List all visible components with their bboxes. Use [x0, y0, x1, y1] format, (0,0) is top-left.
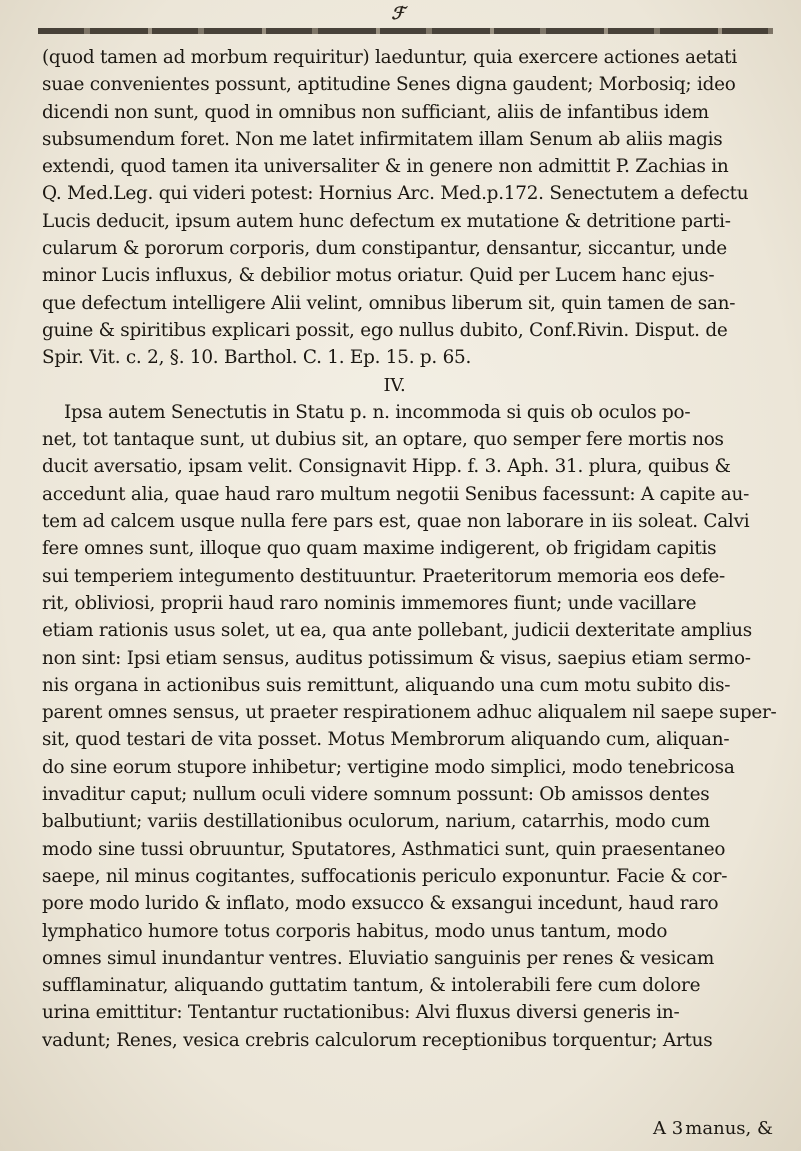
text-line: net, tot tantaque sunt, ut dubius sit, an optare, quo semper fere mortis nos — [42, 429, 724, 451]
text-line: parent omnes sensus, ut praeter respirationem adhuc aliqualem nil saepe super- — [42, 702, 777, 724]
text-line: Spir. Vit. c. 2, §. 10. Barthol. C. 1. Ep. 15. p. 65. — [42, 347, 472, 369]
text-line: fere omnes sunt, illoque quo quam maxime indigerent, ob frigidam capitis — [42, 538, 717, 560]
text-line: sui temperiem integumento destituuntur. Praeteritorum memoria eos defe- — [42, 565, 726, 587]
text-line: ducit aversatio, ipsam velit. Consignavit Hipp. f. 3. Aph. 31. plura, quibus & — [42, 456, 731, 478]
text-line: balbutiunt; variis destillationibus oculorum, narium, catarrhis, modo cum — [42, 811, 710, 833]
text-line: Lucis deducit, ipsum autem hunc defectum ex mutatione & detritione parti- — [42, 210, 731, 232]
text-line: subsumendum foret. Non me latet infirmitatem illam Senum ab aliis magis — [42, 128, 723, 150]
text-line: saepe, nil minus cogitantes, suffocationis periculo exponuntur. Facie & cor- — [42, 865, 728, 887]
text-line: dicendi non sunt, quod in omnibus non sufficiant, aliis de infantibus idem — [42, 101, 709, 123]
signature-mark: ℱ — [391, 4, 405, 24]
text-line: Q. Med.Leg. qui videri potest: Hornius Arc. Med.p.172. Senectutem a defectu — [42, 183, 749, 205]
text-line: que defectum intelligere Alii velint, omnibus liberum sit, quin tamen de san- — [42, 292, 736, 314]
text-line: omnes simul inundantur ventres. Eluviatio sanguinis per renes & vesicam — [42, 947, 715, 969]
header-rule — [38, 28, 773, 34]
text-line: extendi, quod tamen ita universaliter & in genere non admittit P. Zachias in — [42, 156, 729, 178]
section-number: IV. — [383, 374, 406, 396]
text-line: tem ad calcem usque nulla fere pars est, quae non laborare in iis soleat. Calvi — [42, 511, 750, 533]
text-line: sufflaminatur, aliquando guttatim tantum, & intolerabili fere cum dolore — [42, 975, 701, 997]
text-line: do sine eorum stupore inhibetur; vertigine modo simplici, modo tenebricosa — [42, 756, 735, 778]
text-line: modo sine tussi obruuntur, Sputatores, Asthmatici sunt, quin praesentaneo — [42, 838, 726, 860]
text-line: suae convenientes possunt, aptitudine Senes digna gaudent; Morbosiq; ideo — [42, 74, 736, 96]
text-line: rit, obliviosi, proprii haud raro nominis immemores fiunt; unde vacillare — [42, 592, 697, 614]
text-line: accedunt alia, quae haud raro multum negotii Senibus facessunt: A capite au- — [42, 483, 750, 505]
text-line: pore modo lurido & inflato, modo exsucco & exsangui incedunt, haud raro — [42, 893, 719, 915]
text-line: urina emittitur: Tentantur ructationibus: Alvi fluxus diversi generis in- — [42, 1002, 680, 1024]
text-line: guine & spiritibus explicari possit, ego nullus dubito, Conf.Rivin. Disput. de — [42, 319, 728, 341]
signature-catch: A 3 — [653, 1118, 684, 1139]
text-line: (quod tamen ad morbum requiritur) laeduntur, quia exercere actiones aetati — [42, 47, 737, 68]
text-line: non sint: Ipsi etiam sensus, auditus potissimum & visus, saepius etiam sermo- — [42, 647, 751, 669]
text-line: sit, quod testari de vita posset. Motus Membrorum aliquando cum, aliquan- — [42, 729, 730, 751]
text-line: invaditur caput; nullum oculi videre somnum possunt: Ob amissos dentes — [42, 784, 710, 806]
text-line: minor Lucis influxus, & debilior motus oriatur. Quid per Lucem hanc ejus- — [42, 265, 715, 287]
text-line: etiam rationis usus solet, ut ea, qua ante pollebant, judicii dexteritate amplius — [42, 620, 752, 642]
text-line: Ipsa autem Senectutis in Statu p. n. incommoda si quis ob oculos po- — [64, 401, 691, 423]
text-line: nis organa in actionibus suis remittunt, aliquando una cum motu subito dis- — [42, 674, 731, 696]
text-line: lymphatico humore totus corporis habitus, modo unus tantum, modo — [42, 920, 668, 942]
text-line: vadunt; Renes, vesica crebris calculorum receptionibus torquentur; Artus — [42, 1029, 713, 1051]
text-line: cularum & pororum corporis, dum constipantur, densantur, siccantur, unde — [42, 238, 727, 260]
text-block — [42, 44, 787, 1054]
catchword: manus, & — [685, 1118, 773, 1139]
catchword-line — [653, 1118, 773, 1146]
